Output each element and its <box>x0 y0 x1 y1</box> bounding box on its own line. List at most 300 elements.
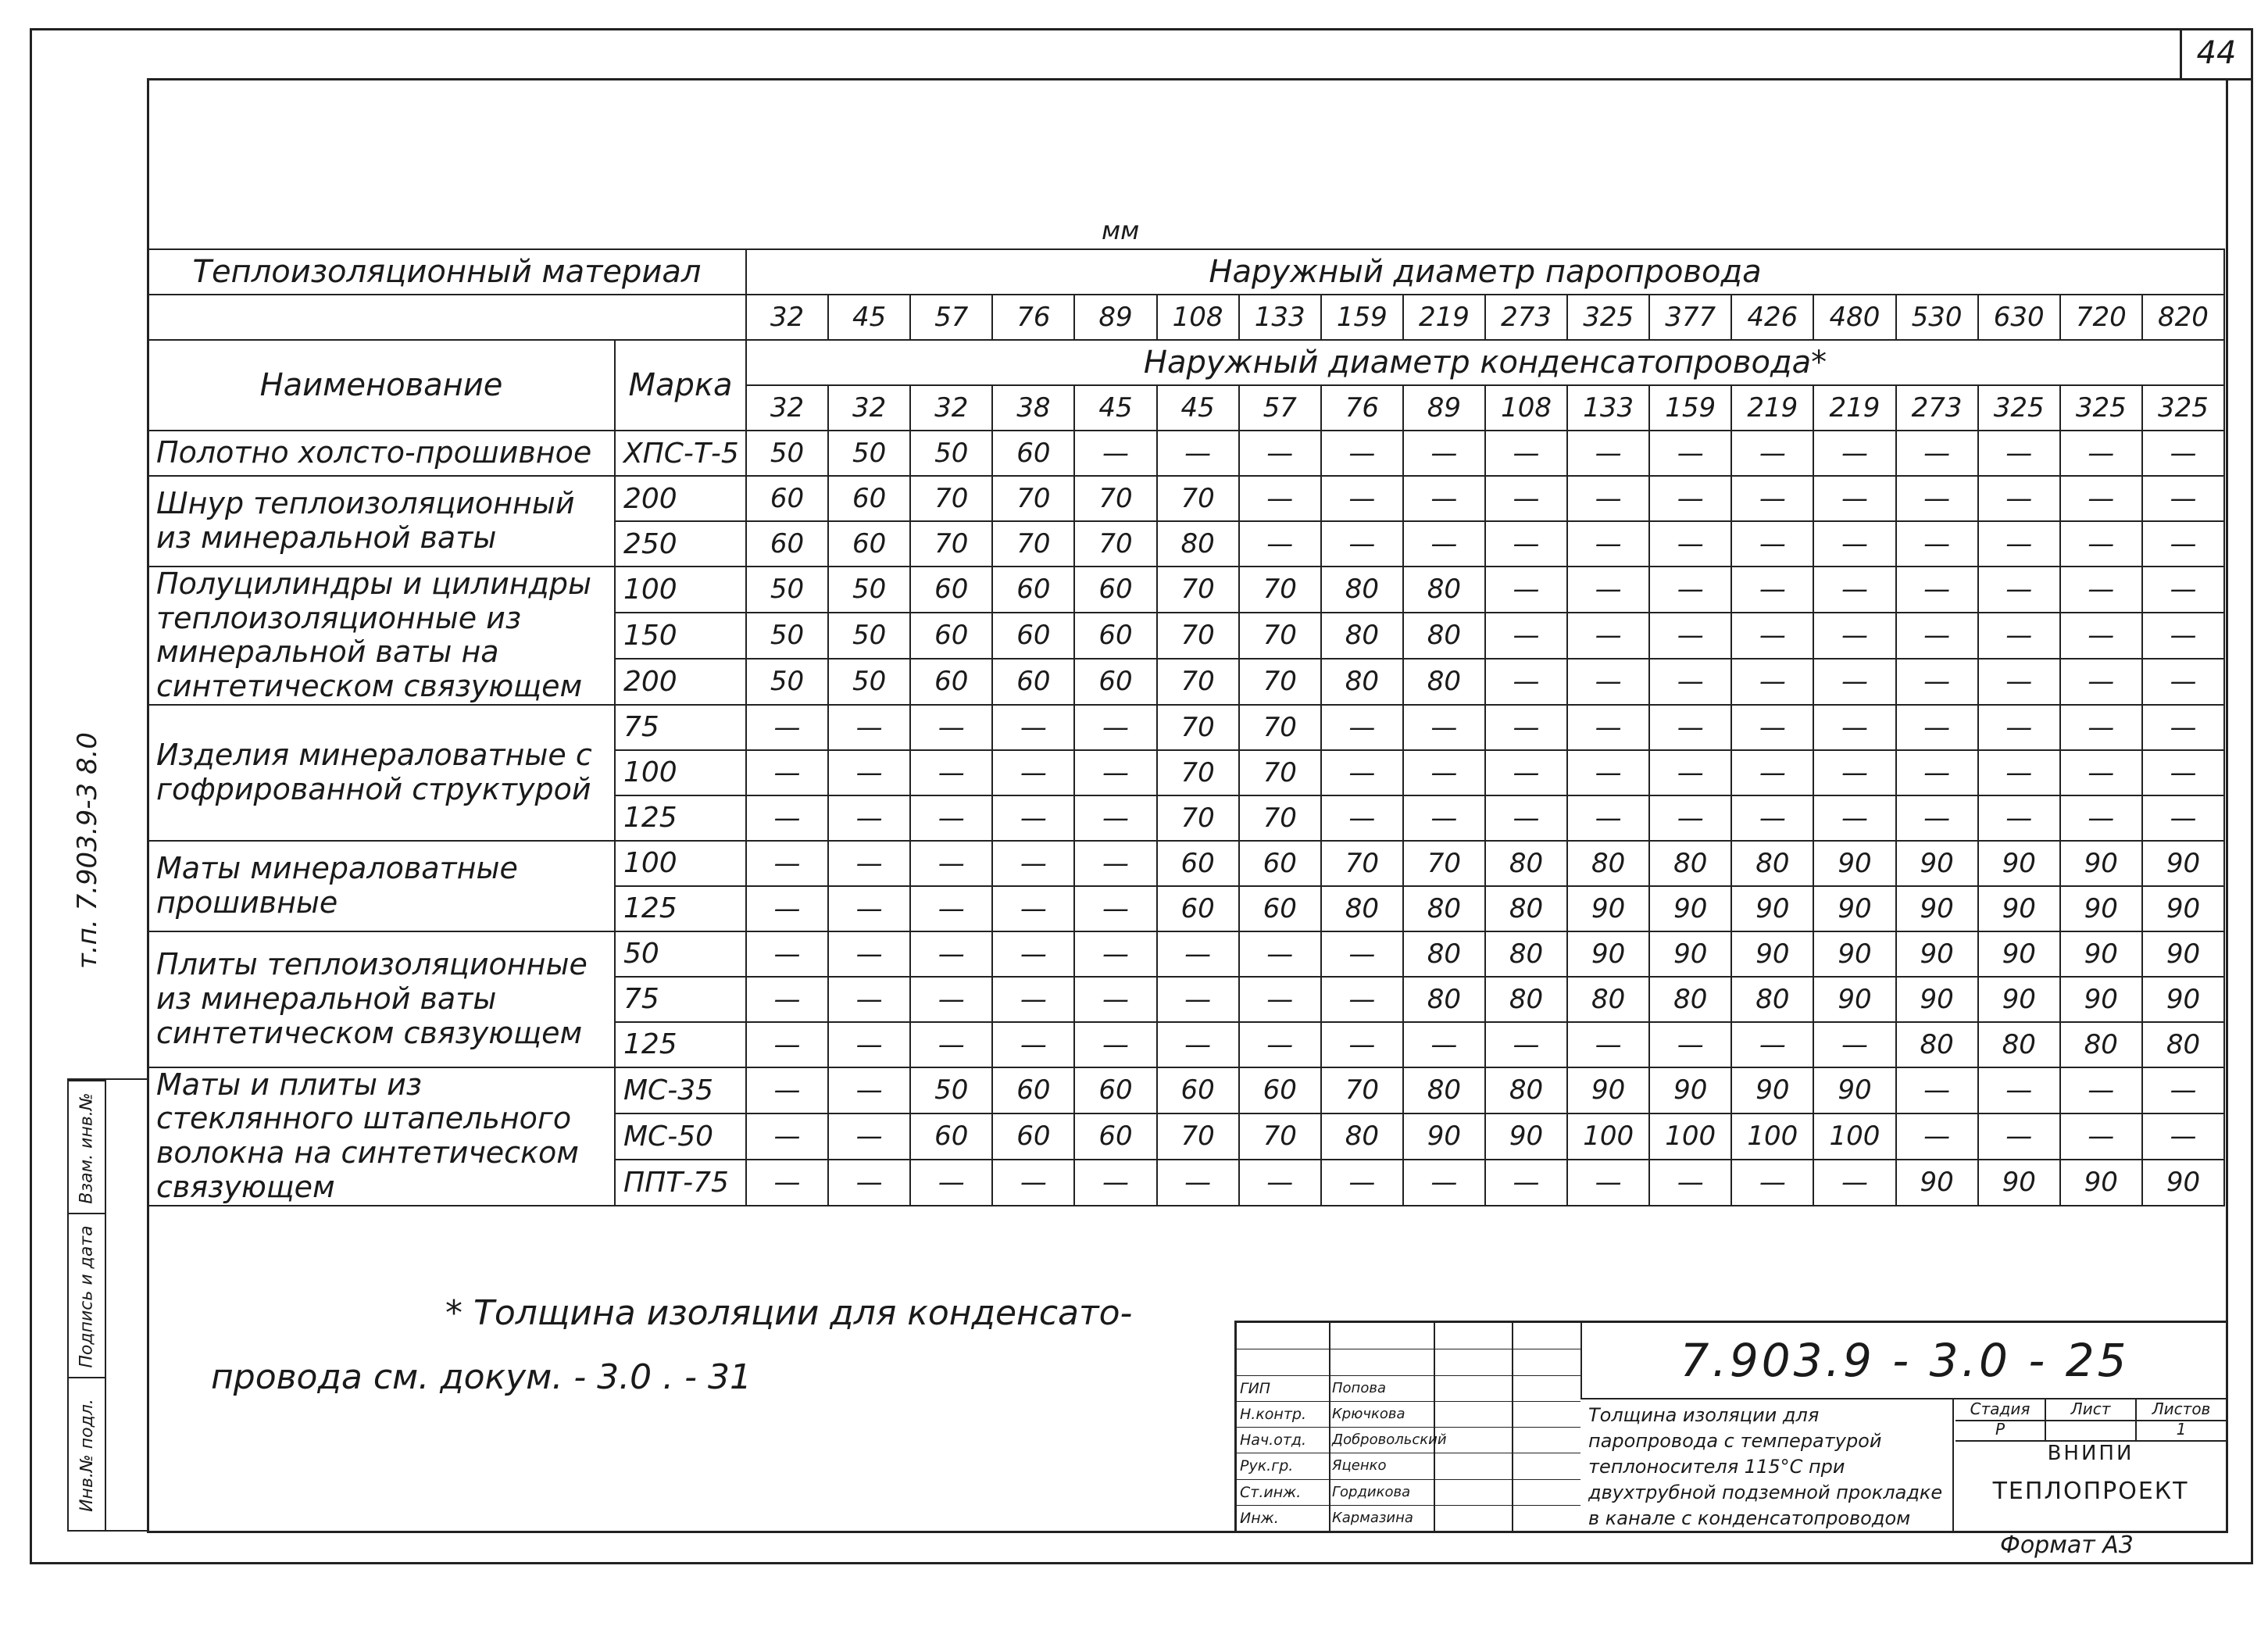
thickness-cell: 50 <box>746 567 828 613</box>
thickness-cell: 60 <box>1074 613 1156 659</box>
thickness-cell: — <box>1813 795 1895 841</box>
stage-box <box>1955 1399 2226 1531</box>
table-row <box>148 476 2224 521</box>
condensate-diameter-cell: 57 <box>1239 385 1321 431</box>
thickness-cell: 70 <box>1157 567 1239 613</box>
thickness-cell: 90 <box>2142 977 2224 1022</box>
thickness-cell: — <box>992 1160 1074 1206</box>
thickness-cell: — <box>2060 750 2142 795</box>
thickness-cell: 90 <box>2060 977 2142 1022</box>
thickness-cell: 100 <box>1813 1113 1895 1160</box>
thickness-cell: — <box>1978 613 2060 659</box>
thickness-cell: 60 <box>828 521 910 567</box>
steam-diameter-cell: 57 <box>910 295 992 340</box>
thickness-cell: 90 <box>1896 1160 1978 1206</box>
thickness-cell: — <box>1567 431 1649 476</box>
thickness-cell: — <box>1074 1022 1156 1067</box>
material-name: Маты и плиты из стеклянного штапельного волокна на синтетическом связующем <box>148 1067 615 1206</box>
thickness-cell: — <box>828 795 910 841</box>
thickness-cell: — <box>2142 431 2224 476</box>
thickness-cell: — <box>746 705 828 750</box>
thickness-cell: — <box>828 886 910 931</box>
thickness-cell: — <box>1731 476 1813 521</box>
thickness-cell: — <box>828 841 910 886</box>
thickness-cell: — <box>1649 476 1731 521</box>
material-name: Маты минераловатные прошивные <box>148 841 615 931</box>
page-number: 44 <box>2180 28 2251 80</box>
thickness-cell: — <box>1731 613 1813 659</box>
thickness-cell: — <box>1157 431 1239 476</box>
table-row <box>148 1067 2224 1113</box>
thickness-cell: — <box>1978 476 2060 521</box>
title-block <box>1234 1321 2226 1531</box>
thickness-cell: 60 <box>746 476 828 521</box>
condensate-diameter-cell: 32 <box>910 385 992 431</box>
thickness-cell: — <box>746 795 828 841</box>
thickness-cell: 80 <box>1485 841 1567 886</box>
thickness-cell: — <box>1321 705 1403 750</box>
thickness-cell: — <box>1321 476 1403 521</box>
thickness-cell: 60 <box>746 521 828 567</box>
thickness-cell: — <box>1813 476 1895 521</box>
thickness-cell: 50 <box>910 1067 992 1113</box>
thickness-cell: — <box>1321 977 1403 1022</box>
thickness-cell: 60 <box>910 659 992 705</box>
thickness-cell: 90 <box>1813 1067 1895 1113</box>
thickness-cell: — <box>1813 750 1895 795</box>
thickness-cell: — <box>910 886 992 931</box>
thickness-cell: 80 <box>1403 1067 1485 1113</box>
thickness-cell: 80 <box>1896 1022 1978 1067</box>
thickness-cell: 90 <box>2142 1160 2224 1206</box>
stage-value: Р <box>1955 1420 2046 1440</box>
material-mark: 125 <box>615 1022 746 1067</box>
thickness-cell: 60 <box>1074 659 1156 705</box>
condensate-diameter-cell: 76 <box>1321 385 1403 431</box>
thickness-cell: — <box>1649 795 1731 841</box>
thickness-cell: — <box>1649 750 1731 795</box>
thickness-cell: 60 <box>992 659 1074 705</box>
signature-grid-row <box>1237 1375 1580 1402</box>
thickness-cell: — <box>1567 476 1649 521</box>
signature-grid-row <box>1237 1323 1580 1349</box>
thickness-cell: — <box>1074 931 1156 977</box>
thickness-cell: 90 <box>2060 886 2142 931</box>
thickness-cell: — <box>1731 431 1813 476</box>
signature-person: Гордикова <box>1332 1483 1411 1500</box>
thickness-cell: 90 <box>1978 841 2060 886</box>
thickness-cell: — <box>1978 521 2060 567</box>
thickness-cell: — <box>1649 521 1731 567</box>
thickness-cell: 80 <box>2060 1022 2142 1067</box>
thickness-cell: 50 <box>746 659 828 705</box>
thickness-cell: 90 <box>1649 1067 1731 1113</box>
thickness-cell: — <box>1896 1067 1978 1113</box>
header-material-blank <box>148 295 746 340</box>
signature-grid <box>1237 1323 1580 1531</box>
signature-person: Яценко <box>1332 1457 1387 1475</box>
thickness-cell: 90 <box>1567 931 1649 977</box>
thickness-cell: — <box>1813 431 1895 476</box>
thickness-cell: — <box>1157 977 1239 1022</box>
thickness-cell: 80 <box>1321 613 1403 659</box>
format-label: Формат А3 <box>2000 1532 2134 1559</box>
thickness-cell: — <box>828 1160 910 1206</box>
thickness-cell: — <box>828 705 910 750</box>
thickness-cell: — <box>1321 931 1403 977</box>
thickness-cell: 90 <box>1896 977 1978 1022</box>
thickness-cell: 60 <box>1239 886 1321 931</box>
thickness-cell: 70 <box>1157 1113 1239 1160</box>
thickness-cell: — <box>1896 476 1978 521</box>
thickness-cell: 90 <box>2060 931 2142 977</box>
thickness-cell: — <box>1239 1160 1321 1206</box>
thickness-cell: — <box>1813 521 1895 567</box>
thickness-cell: — <box>1321 795 1403 841</box>
thickness-cell: 70 <box>992 521 1074 567</box>
steam-diameter-row <box>148 295 2224 340</box>
unit-label: мм <box>1102 216 1140 245</box>
thickness-cell: 60 <box>992 1113 1074 1160</box>
thickness-cell: — <box>1321 750 1403 795</box>
thickness-cell: — <box>1649 1022 1731 1067</box>
footnote-line-2: провода см. докум. - 3.0 . - 31 <box>211 1357 752 1397</box>
thickness-cell: 90 <box>1731 931 1813 977</box>
thickness-cell: 80 <box>1403 931 1485 977</box>
thickness-cell: — <box>1403 521 1485 567</box>
thickness-cell: 100 <box>1649 1113 1731 1160</box>
thickness-cell: — <box>1403 705 1485 750</box>
thickness-cell: — <box>746 1113 828 1160</box>
thickness-cell: 90 <box>1813 886 1895 931</box>
thickness-cell: — <box>1813 1022 1895 1067</box>
thickness-cell: — <box>1567 521 1649 567</box>
thickness-cell: — <box>1813 613 1895 659</box>
sheet-header: Лист <box>2046 1399 2137 1420</box>
thickness-cell: — <box>1403 476 1485 521</box>
thickness-cell: — <box>910 705 992 750</box>
thickness-cell: — <box>1567 1022 1649 1067</box>
signature-person: Крючкова <box>1332 1405 1405 1422</box>
table-row <box>148 931 2224 977</box>
condensate-diameter-cell: 108 <box>1485 385 1567 431</box>
thickness-cell: 70 <box>1321 1067 1403 1113</box>
thickness-cell: 80 <box>1403 567 1485 613</box>
document-code: 7.903.9 - 3.0 - 25 <box>1580 1323 2227 1399</box>
thickness-cell: — <box>746 841 828 886</box>
signature-person: Попова <box>1332 1379 1386 1396</box>
steam-diameter-cell: 219 <box>1403 295 1485 340</box>
thickness-cell: — <box>910 841 992 886</box>
material-name: Шнур теплоизоляционный из минеральной ваты <box>148 476 615 567</box>
thickness-cell: — <box>1074 705 1156 750</box>
condensate-diameter-cell: 38 <box>992 385 1074 431</box>
thickness-cell: 60 <box>1157 841 1239 886</box>
thickness-cell: — <box>1896 521 1978 567</box>
steam-diameter-cell: 377 <box>1649 295 1731 340</box>
thickness-cell: — <box>2060 567 2142 613</box>
thickness-cell: 80 <box>2142 1022 2224 1067</box>
thickness-cell: 50 <box>828 613 910 659</box>
thickness-cell: — <box>1649 431 1731 476</box>
thickness-cell: — <box>1074 841 1156 886</box>
thickness-cell: — <box>1074 431 1156 476</box>
header-condensate-diameter: Наружный диаметр конденсатопровода* <box>746 340 2224 385</box>
thickness-cell: 70 <box>1074 521 1156 567</box>
thickness-cell: 80 <box>1485 931 1567 977</box>
thickness-cell: — <box>1074 977 1156 1022</box>
thickness-cell: — <box>2142 750 2224 795</box>
steam-diameter-cell: 45 <box>828 295 910 340</box>
footnote <box>211 1281 1132 1410</box>
thickness-cell: 90 <box>1896 841 1978 886</box>
thickness-cell: — <box>1731 567 1813 613</box>
signature-role: Ст.инж. <box>1240 1483 1302 1501</box>
thickness-cell: 50 <box>828 659 910 705</box>
material-mark: 50 <box>615 931 746 977</box>
thickness-cell: — <box>992 705 1074 750</box>
material-mark: 125 <box>615 886 746 931</box>
thickness-cell: 90 <box>2142 841 2224 886</box>
thickness-cell: — <box>1403 1022 1485 1067</box>
thickness-cell: — <box>2060 705 2142 750</box>
thickness-cell: — <box>1649 613 1731 659</box>
thickness-cell: 80 <box>1321 659 1403 705</box>
header-mark: Марка <box>615 340 746 431</box>
material-mark: 150 <box>615 613 746 659</box>
thickness-cell: — <box>1485 567 1567 613</box>
thickness-cell: 60 <box>992 567 1074 613</box>
thickness-cell: — <box>1978 1113 2060 1160</box>
thickness-cell: — <box>1403 431 1485 476</box>
thickness-cell: — <box>2142 521 2224 567</box>
thickness-cell: — <box>1813 705 1895 750</box>
thickness-cell: 80 <box>1157 521 1239 567</box>
thickness-cell: — <box>1978 431 2060 476</box>
material-mark: МС-35 <box>615 1067 746 1113</box>
thickness-cell: — <box>1896 659 1978 705</box>
thickness-cell: 90 <box>1649 931 1731 977</box>
thickness-cell: — <box>1485 750 1567 795</box>
thickness-cell: — <box>1896 750 1978 795</box>
thickness-cell: 90 <box>1567 886 1649 931</box>
thickness-cell: — <box>2142 613 2224 659</box>
thickness-cell: — <box>1813 567 1895 613</box>
condensate-diameter-cell: 325 <box>2142 385 2224 431</box>
material-mark: 100 <box>615 841 746 886</box>
signature-person: Кармазина <box>1332 1509 1413 1526</box>
thickness-cell: — <box>910 931 992 977</box>
thickness-cell: 80 <box>1567 977 1649 1022</box>
thickness-cell: — <box>746 1067 828 1113</box>
thickness-cell: 80 <box>1649 977 1731 1022</box>
thickness-cell: — <box>1485 613 1567 659</box>
thickness-cell: — <box>910 795 992 841</box>
material-mark: 75 <box>615 977 746 1022</box>
thickness-cell: 60 <box>992 431 1074 476</box>
footnote-line-1: * Толщина изоляции для конденсато- <box>445 1293 1133 1333</box>
thickness-cell: 60 <box>1157 1067 1239 1113</box>
thickness-cell: — <box>1239 931 1321 977</box>
thickness-cell: 70 <box>1403 841 1485 886</box>
thickness-cell: 50 <box>828 567 910 613</box>
thickness-cell: — <box>1074 750 1156 795</box>
thickness-cell: 60 <box>1239 841 1321 886</box>
thickness-cell: 70 <box>1157 476 1239 521</box>
thickness-cell: — <box>1978 659 2060 705</box>
steam-diameter-cell: 426 <box>1731 295 1813 340</box>
thickness-cell: — <box>1567 795 1649 841</box>
condensate-diameter-cell: 45 <box>1074 385 1156 431</box>
thickness-cell: 80 <box>1978 1022 2060 1067</box>
thickness-cell: — <box>992 931 1074 977</box>
thickness-cell: — <box>910 977 992 1022</box>
thickness-cell: 70 <box>1321 841 1403 886</box>
thickness-cell: — <box>1485 431 1567 476</box>
signature-grid-row <box>1237 1349 1580 1375</box>
thickness-cell: — <box>2060 795 2142 841</box>
thickness-cell: 80 <box>1403 659 1485 705</box>
thickness-cell: 60 <box>910 567 992 613</box>
steam-diameter-cell: 720 <box>2060 295 2142 340</box>
thickness-cell: — <box>1074 795 1156 841</box>
thickness-cell: 60 <box>1239 1067 1321 1113</box>
thickness-cell: 60 <box>1074 1113 1156 1160</box>
thickness-cell: — <box>1896 1113 1978 1160</box>
thickness-cell: 90 <box>2060 841 2142 886</box>
header-name: Наименование <box>148 340 615 431</box>
thickness-cell: — <box>2060 1067 2142 1113</box>
thickness-cell: — <box>1649 705 1731 750</box>
stamp-cell-replace: Взам. инв.№ <box>69 1080 105 1214</box>
thickness-cell: — <box>828 750 910 795</box>
thickness-cell: — <box>1239 521 1321 567</box>
thickness-cell: — <box>2060 431 2142 476</box>
thickness-cell: 90 <box>1649 886 1731 931</box>
stamp-cell-inv: Инв.№ подл. <box>69 1377 105 1532</box>
thickness-cell: 70 <box>1239 795 1321 841</box>
thickness-cell: — <box>1731 1160 1813 1206</box>
thickness-cell: — <box>1485 705 1567 750</box>
thickness-cell: — <box>1731 795 1813 841</box>
thickness-cell: — <box>2060 659 2142 705</box>
thickness-cell: 90 <box>1813 841 1895 886</box>
thickness-cell: 70 <box>992 476 1074 521</box>
material-name: Полотно холсто-прошивное <box>148 431 615 476</box>
thickness-cell: — <box>1321 521 1403 567</box>
thickness-cell: 70 <box>1157 705 1239 750</box>
material-mark: 250 <box>615 521 746 567</box>
condensate-diameter-cell: 325 <box>1978 385 2060 431</box>
thickness-cell: — <box>1074 886 1156 931</box>
thickness-cell: 70 <box>1239 750 1321 795</box>
thickness-cell: 70 <box>1239 1113 1321 1160</box>
thickness-cell: — <box>746 977 828 1022</box>
thickness-cell: — <box>1239 1022 1321 1067</box>
thickness-cell: — <box>1896 795 1978 841</box>
thickness-cell: — <box>2142 705 2224 750</box>
thickness-cell: — <box>1731 1022 1813 1067</box>
thickness-cell: — <box>1649 659 1731 705</box>
material-mark: 75 <box>615 705 746 750</box>
thickness-cell: — <box>1978 1067 2060 1113</box>
thickness-cell: 90 <box>2142 931 2224 977</box>
thickness-cell: — <box>2142 1067 2224 1113</box>
thickness-cell: — <box>1321 431 1403 476</box>
thickness-cell: — <box>992 841 1074 886</box>
header-row-1 <box>148 249 2224 295</box>
thickness-cell: — <box>1485 476 1567 521</box>
thickness-cell: — <box>1649 567 1731 613</box>
thickness-cell: 80 <box>1567 841 1649 886</box>
thickness-cell: — <box>1978 567 2060 613</box>
condensate-diameter-cell: 159 <box>1649 385 1731 431</box>
thickness-cell: 100 <box>1731 1113 1813 1160</box>
thickness-cell: — <box>1978 705 2060 750</box>
thickness-cell: 50 <box>746 613 828 659</box>
steam-diameter-cell: 480 <box>1813 295 1895 340</box>
thickness-cell: — <box>910 1160 992 1206</box>
condensate-diameter-cell: 32 <box>828 385 910 431</box>
thickness-cell: — <box>1978 795 2060 841</box>
material-mark: МС-50 <box>615 1113 746 1160</box>
thickness-cell: 60 <box>1074 1067 1156 1113</box>
thickness-cell: — <box>1403 1160 1485 1206</box>
thickness-cell: — <box>2060 613 2142 659</box>
thickness-cell: — <box>2060 521 2142 567</box>
material-name: Полуцилиндры и цилиндры теплоизоляционные из минеральной ваты на синтетическом связующем <box>148 567 615 705</box>
material-mark: 100 <box>615 750 746 795</box>
document-title: Толщина изоляции для паропровода с температурой теплоносителя 115°С при двухтрубной подземной прокладке в канале с конденсатопроводом <box>1582 1399 1954 1531</box>
thickness-cell: 70 <box>1239 567 1321 613</box>
signature-role: ГИП <box>1240 1379 1271 1397</box>
steam-diameter-cell: 530 <box>1896 295 1978 340</box>
thickness-cell: 80 <box>1403 886 1485 931</box>
material-mark: ХПС-Т-5 <box>615 431 746 476</box>
condensate-diameter-cell: 325 <box>2060 385 2142 431</box>
thickness-cell: 70 <box>1157 750 1239 795</box>
thickness-cell: 50 <box>746 431 828 476</box>
thickness-cell: — <box>1485 1022 1567 1067</box>
thickness-cell: 90 <box>2060 1160 2142 1206</box>
thickness-cell: — <box>1567 1160 1649 1206</box>
thickness-cell: 80 <box>1485 1067 1567 1113</box>
thickness-cell: — <box>1567 750 1649 795</box>
signature-role: Нач.отд. <box>1240 1432 1307 1449</box>
thickness-cell: 70 <box>910 521 992 567</box>
thickness-cell: — <box>1485 659 1567 705</box>
steam-diameter-cell: 325 <box>1567 295 1649 340</box>
thickness-cell: 70 <box>1239 705 1321 750</box>
thickness-cell: 70 <box>1074 476 1156 521</box>
steam-diameter-cell: 32 <box>746 295 828 340</box>
thickness-cell: — <box>2142 659 2224 705</box>
thickness-cell: 60 <box>992 613 1074 659</box>
thickness-cell: — <box>1731 705 1813 750</box>
thickness-cell: — <box>1731 750 1813 795</box>
condensate-diameter-cell: 273 <box>1896 385 1978 431</box>
thickness-cell: 80 <box>1731 977 1813 1022</box>
thickness-cell: — <box>992 1022 1074 1067</box>
thickness-cell: — <box>1321 1022 1403 1067</box>
steam-diameter-cell: 630 <box>1978 295 2060 340</box>
thickness-cell: 80 <box>1403 613 1485 659</box>
thickness-cell: — <box>1485 521 1567 567</box>
thickness-cell: — <box>2060 476 2142 521</box>
thickness-cell: — <box>828 977 910 1022</box>
thickness-cell: 60 <box>828 476 910 521</box>
thickness-cell: — <box>746 886 828 931</box>
